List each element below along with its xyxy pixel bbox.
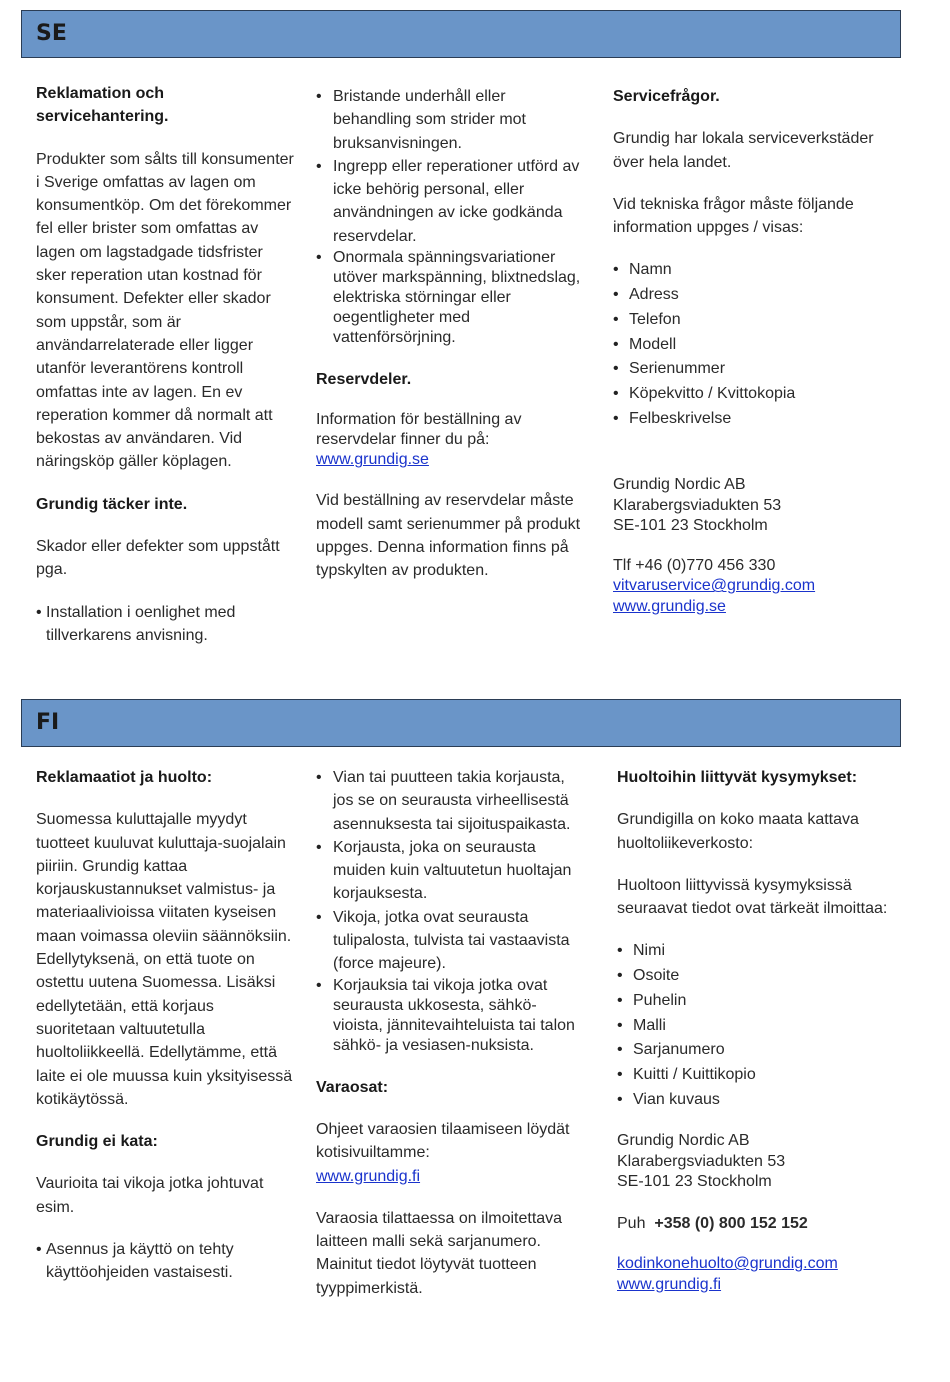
se-claims-intro: Produkter som sålts till konsumenter i Sverige omfattas av lagen om konsumentköp. Om det förekommer fel eller brister som omfattas av lagen om lagstadgade tidsfrister sker reperation utan kostnad för konsument. Defekter eller skador som uppstår, som är användarrelaterade eller ligger utanför leverantörens kontroll omfattas inte av lagen. En ev reperation kommer då normalt att bekostas av användaren. Vid näringsköp gäller köplagen. bbox=[36, 150, 294, 471]
fi-parts-heading: Varaosat: bbox=[316, 1078, 389, 1096]
se-service-tech: Vid tekniska frågor måste följande information uppges / visas: bbox=[613, 195, 854, 237]
fi-address bbox=[617, 1131, 902, 1193]
se-column-1 bbox=[36, 82, 294, 666]
se-contact bbox=[613, 556, 898, 618]
fi-column-2 bbox=[316, 766, 586, 1319]
list-item: • Adress bbox=[613, 283, 898, 308]
se-section-code: SE bbox=[36, 21, 67, 46]
list-item: • Korjauksia tai vikoja jotka ovat seurausta ukkosesta, sähkö-vioista, jännitevaihteluista tai talon sähkö- ja vesiasen-nuksista. bbox=[316, 976, 586, 1056]
se-phone: Tlf +46 (0)770 456 330 bbox=[613, 556, 776, 574]
se-not-covered-heading: Grundig täcker inte. bbox=[36, 495, 188, 513]
list-item: • Osoite bbox=[617, 964, 902, 989]
se-web-link[interactable]: www.grundig.se bbox=[613, 597, 726, 615]
fi-column-1 bbox=[36, 766, 294, 1304]
fi-parts-link[interactable]: www.grundig.fi bbox=[316, 1167, 421, 1185]
list-item: • Serienummer bbox=[613, 357, 898, 382]
fi-web-link[interactable]: www.grundig.fi bbox=[617, 1275, 722, 1293]
fi-phone: Puh +358 (0) 800 152 152 bbox=[617, 1214, 808, 1232]
list-item: • Vian tai puutteen takia korjausta, jos se on seurausta virheellisestä asennuksesta tai sijoituspaikasta. bbox=[316, 766, 586, 836]
se-parts-link[interactable]: www.grundig.se bbox=[316, 451, 429, 469]
fi-service-tech: Huoltoon liittyvissä kysymyksissä seuraavat tiedot ovat tärkeät ilmoittaa: bbox=[617, 876, 888, 918]
list-item: • Nimi bbox=[617, 939, 902, 964]
list-item: • Installation i oenlighet med tillverkarens anvisning. bbox=[36, 601, 294, 648]
list-item: • Bristande underhåll eller behandling som strider mot bruksanvisningen. bbox=[316, 85, 586, 155]
se-exclusions-list bbox=[316, 85, 586, 348]
se-company-name: Grundig Nordic AB bbox=[613, 476, 746, 494]
fi-info-list bbox=[617, 939, 902, 1112]
list-item: • Vian kuvaus bbox=[617, 1088, 902, 1113]
list-item: • Ingrepp eller reperationer utförd av icke behörig personal, eller användningen av icke godkända reservdelar. bbox=[316, 155, 586, 248]
fi-not-covered-list bbox=[36, 1238, 294, 1285]
list-item: • Puhelin bbox=[617, 989, 902, 1014]
fi-parts-info: Ohjeet varaosien tilaamiseen löydät kotisivuiltamme: www.grundig.fi bbox=[316, 1120, 570, 1185]
fi-section-header bbox=[21, 699, 901, 747]
fi-email-link[interactable]: kodinkonehuolto@grundig.com bbox=[617, 1255, 838, 1273]
list-item: • Malli bbox=[617, 1014, 902, 1039]
fi-not-covered-heading: Grundig ei kata: bbox=[36, 1133, 158, 1151]
fi-service-intro: Grundigilla on koko maata kattava huoltoliikeverkosto: bbox=[617, 811, 859, 852]
se-section-header bbox=[21, 10, 901, 58]
se-column-3 bbox=[613, 85, 898, 636]
se-parts-info: Information för beställning av reservdelar finner du på: www.grundig.se bbox=[316, 411, 522, 469]
fi-contact bbox=[617, 1254, 902, 1295]
list-item: • Telefon bbox=[613, 308, 898, 333]
list-item: • Sarjanumero bbox=[617, 1038, 902, 1063]
fi-not-covered-intro: Vaurioita tai vikoja jotka johtuvat esim. bbox=[36, 1175, 264, 1216]
list-item: • Modell bbox=[613, 333, 898, 358]
list-item: • Vikoja, jotka ovat seurausta tulipalosta, tulvista tai vastaavista (force majeure). bbox=[316, 906, 586, 976]
fi-claims-intro: Suomessa kuluttajalle myydyt tuotteet kuuluvat kuluttaja-suojalain piiriin. Grundig kattaa korjauskustannukset valmistus- ja materiaalivioissa viitaten kyseisen maan voimassa oleviin säännöksiin. Edellytyksenä, on että tuote on ostettu uutena Suomessa. Lisäksi edellytetään, että korjaus suoritetaan valtuutetulla huoltoliikkeellä. Edellytämme, että laite ei ole muussa kuin yksityisessä kotikäytössä. bbox=[36, 811, 293, 1108]
list-item: • Korjausta, joka on seurausta muiden kuin valtuutetun huoltajan korjauksesta. bbox=[316, 836, 586, 906]
se-parts-heading: Reservdeler. bbox=[316, 371, 412, 389]
fi-section-code: FI bbox=[36, 710, 60, 735]
list-item: • Köpekvitto / Kvittokopia bbox=[613, 382, 898, 407]
fi-street: Klarabergsviadukten 53 bbox=[617, 1152, 786, 1170]
fi-service-heading: Huoltoihin liittyvät kysymykset: bbox=[617, 769, 858, 786]
se-service-intro: Grundig har lokala serviceverkstäder över hela landet. bbox=[613, 130, 874, 171]
se-parts-order: Vid beställning av reservdelar måste modell samt serienummer på produkt uppges. Denna information finns på typskylten av produkten. bbox=[316, 492, 581, 580]
list-item: • Kuitti / Kuittikopio bbox=[617, 1063, 902, 1088]
fi-column-3 bbox=[617, 766, 902, 1314]
se-not-covered-list bbox=[36, 601, 294, 648]
fi-company-name: Grundig Nordic AB bbox=[617, 1132, 750, 1150]
se-service-heading: Servicefrågor. bbox=[613, 88, 720, 105]
se-street: Klarabergsviadukten 53 bbox=[613, 496, 782, 514]
se-column-2 bbox=[316, 85, 586, 602]
se-address bbox=[613, 475, 898, 537]
list-item: • Onormala spänningsvariationer utöver markspänning, blixtnedslag, elektriska störningar eller oegentligheter med vattenförsörjning. bbox=[316, 248, 586, 348]
se-not-covered-intro: Skador eller defekter som uppstått pga. bbox=[36, 538, 280, 579]
se-claims-heading: Reklamation och servicehantering. bbox=[36, 85, 169, 126]
se-email-link[interactable]: vitvaruservice@grundig.com bbox=[613, 577, 816, 595]
fi-parts-order: Varaosia tilattaessa on ilmoitettava laitteen malli sekä sarjanumero. Mainitut tiedot löytyvät tuotteen tyyppimerkistä. bbox=[316, 1209, 563, 1297]
list-item: • Asennus ja käyttö on tehty käyttöohjeiden vastaisesti. bbox=[36, 1238, 294, 1285]
list-item: • Namn bbox=[613, 258, 898, 283]
list-item: • Felbeskrivelse bbox=[613, 407, 898, 432]
se-city: SE-101 23 Stockholm bbox=[613, 517, 768, 535]
fi-exclusions-list bbox=[316, 766, 586, 1056]
fi-city: SE-101 23 Stockholm bbox=[617, 1173, 772, 1191]
se-info-list bbox=[613, 258, 898, 431]
fi-claims-heading: Reklamaatiot ja huolto: bbox=[36, 769, 213, 786]
